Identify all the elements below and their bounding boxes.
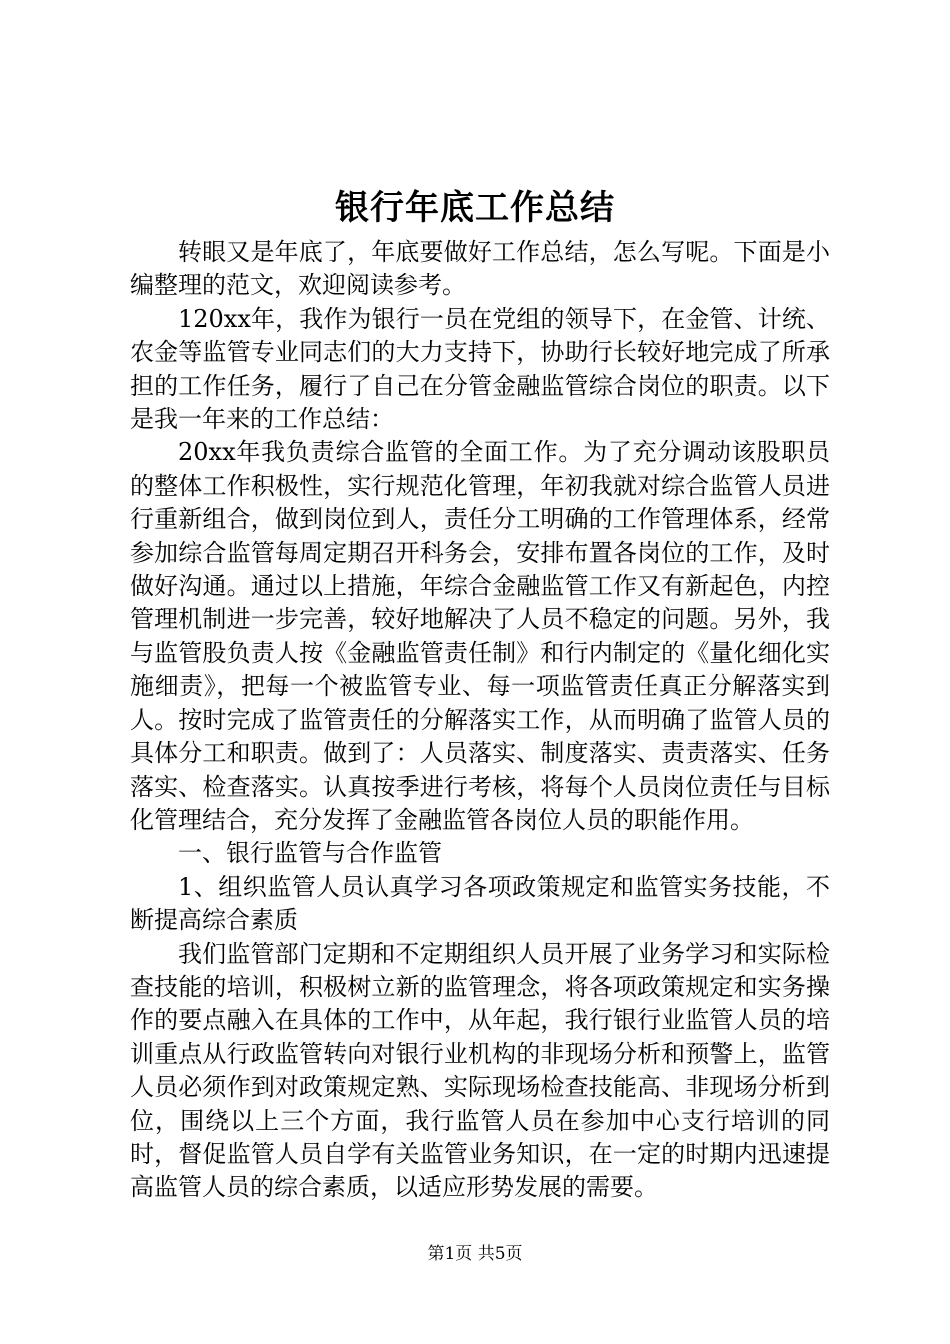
document-title: 银行年底工作总结	[335, 188, 615, 228]
page-footer: 第1页 共5页	[427, 1244, 523, 1264]
document-body	[130, 236, 830, 1205]
paragraph-overall-work: 20xx年我负责综合监管的全面工作。为了充分调动该股职员的整体工作积极性，实行规范化管理，年初我就对综合监管人员进行重新组合，做到岗位到人，责任分工明确的工作管理体系，经常参加综合监管每周定期召开科务会，安排布置各岗位的工作，及时做好沟通。通过以上措施，年综合金融监管工作又有新起色，内控管理机制进一步完善，较好地解决了人员不稳定的问题。另外，我与监管股负责人按《金融监管责任制》和行内制定的《量化细化实施细责》，把每一个被监管专业、每一项监管责任真正分解落实到人。按时完成了监管责任的分解落实工作，从而明确了监管人员的具体分工和职责。做到了：人员落实、制度落实、责责落实、任务落实、检查落实。认真按季进行考核，将每个人员岗位责任与目标化管理结合，充分发挥了金融监管各岗位人员的职能作用。	[130, 438, 830, 834]
paragraph-intro: 转眼又是年底了，年底要做好工作总结，怎么写呢。下面是小编整理的范文，欢迎阅读参考。	[130, 238, 830, 300]
paragraph-training: 我们监管部门定期和不定期组织人员开展了业务学习和实际检查技能的培训，积极树立新的监管理念，将各项政策规定和实务操作的要点融入在具体的工作中，从年起，我行银行业监管人员的培训重点从行政监管转向对银行业机构的非现场分析和预警上，监管人员必须作到对政策规定熟、实际现场检查技能高、非现场分析到位，围绕以上三个方面，我行监管人员在参加中心支行培训的同时，督促监管人员自学有关监管业务知识，在一定的时期内迅速提高监管人员的综合素质，以适应形势发展的需要。	[130, 939, 830, 1202]
section-heading: 一、银行监管与合作监管	[178, 839, 442, 868]
paragraph-opening: 120xx年，我作为银行一员在党组的领导下，在金管、计统、农金等监管专业同志们的大力支持下，协助行长较好地完成了所承担的工作任务，履行了自己在分管金融监管综合岗位的职责。以下是我一年来的工作总结：	[130, 304, 830, 434]
subsection-heading: 1、组织监管人员认真学习各项政策规定和监管实务技能，不断提高综合素质	[130, 872, 830, 935]
